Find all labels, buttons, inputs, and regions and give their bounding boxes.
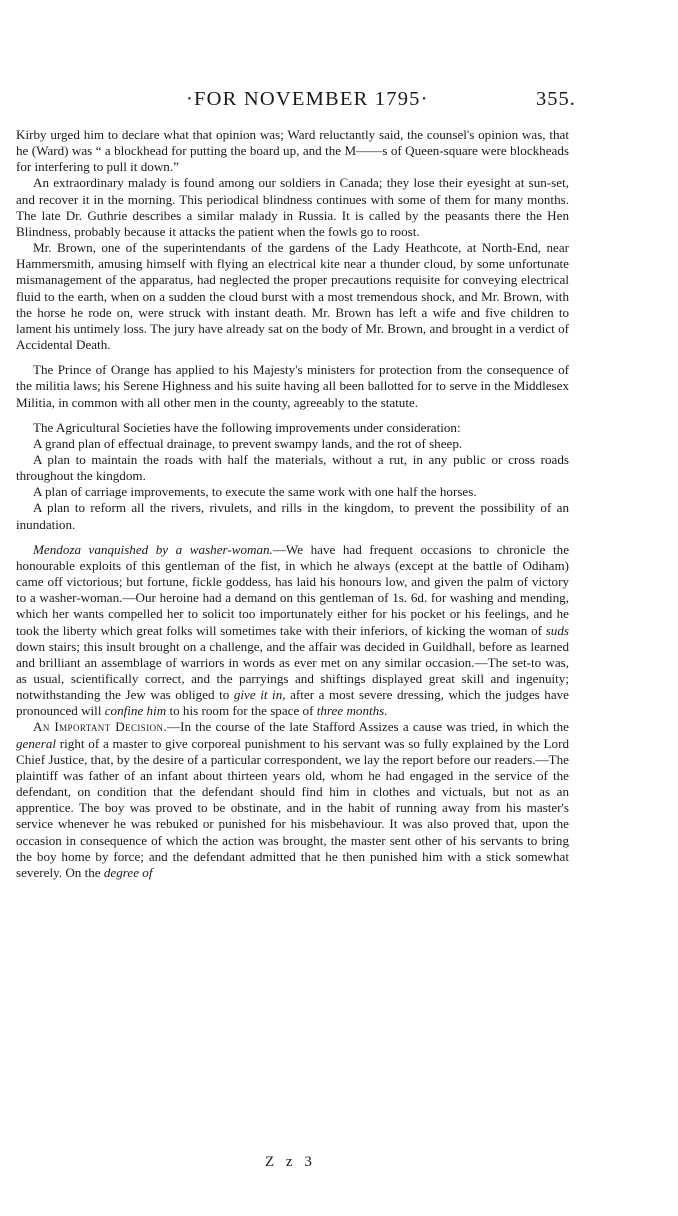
decision-degree-of: degree of [103,864,153,880]
page-number: 355. [536,88,576,110]
improvement-item: A plan of carriage improvements, to execute the same work with one half the horses. [33,484,477,500]
mendoza-suds: suds [545,622,569,638]
decision-general: general [16,735,56,751]
paragraph-important-decision [16,719,569,881]
running-title: ·FOR NOVEMBER 1795· [186,88,429,110]
paragraph-mr-brown-kite: Mr. Brown, one of the superintendants of the gardens of the Lady Heathcote, at North-End, near Hammersmith, amusing himself with flying an electrical kite near a thunder cloud, by some unfortunate mismanagement of the apparatus, had neglected the proper precautions requisite for conveying electrical fluid to the earth, when on a sudden the cloud burst with a most tremendous shock, and Mr. Brown, with the horse he rode on, were struck with instant death. Mr. Brown has left a wife and five children to lament his untimely loss. The jury have already sat on the body of Mr. Brown, and brought in a verdict of Accidental Death. [16,240,569,353]
decision-text-a: —In the course of the late Stafford Assizes a cause was tried, in which the [167,719,569,735]
mendoza-heading: Mendoza vanquished by a washer-woman. [33,541,273,557]
paragraph-kirby-ward: Kirby urged him to declare what that opinion was; Ward reluctantly said, the counsel's opinion was, that he (Ward) was “ a blockhead for putting the board up, and the M——s of Queen-square were blockheads for interfering to pull it down.” [16,127,569,175]
paragraph-agricultural-societies [16,420,569,533]
decision-text-b: right of a master to give corporeal punishment to his servant was so fully explained by the Lord Chief Justice, that, by the desire of a particular correspondent, we lay the report before our readers.—The plaintiff was father of an infant about thirteen years old, whom he had engaged in the service of the defendant, on condition that the defendant should find him in clothes and victuals, but not as an apprentice. The boy was proved to be obstinate, and in the habit of running away from his master's service whenever he was rebuked or punished for his misbehaviour. It was also proved that, upon the occasion in consequence of which the action was brought, the master sent other of his servants to bring the boy home by force; and the defendant admitted that he then punished him with a stick somewhat severely. On the [16,735,569,880]
paragraph-mendoza [16,542,569,720]
mendoza-give-it-in: give it in, [233,687,286,703]
page-header [16,88,576,118]
paragraph-canada-malady: An extraordinary malady is found among our soldiers in Canada; they lose their eyesight at sun-set, and recover it in the morning. This periodical blindness continues with some of them for many months. The late Dr. Guthrie describes a similar malady in Russia. It is called by the peasants there the Hen Blindness, probably because it attacks the patient when the fowls go to roost. [16,175,569,239]
improvement-item: A plan to reform all the rivers, rivulets, and rills in the kingdom, to prevent the possibility of an inundation. [16,500,569,532]
improvement-item: A grand plan of effectual drainage, to prevent swampy lands, and the rot of sheep. [33,435,463,451]
signature-mark: Z z 3 [265,1154,316,1170]
mendoza-text-b: down stairs; this insult brought on a challenge, and the affair was decided in Guildhall, before as learned and brilliant an assemblage of warriors in words as ever met on any similar occasion.—The set-to was, as usual, scientifically correct, and the parryings and shiftings displayed great skill and ingenuity; notwithstanding the Jew was obliged to [16,638,569,703]
agricultural-intro: The Agricultural Societies have the following improvements under consideration: [33,419,461,435]
mendoza-text-a: —We have had frequent occasions to chronicle the honourable exploits of this gentleman of the fist, in which he always (except at the battle of Odiham) came off victorious; but fortune, fickle goddess, has laid his honours low, and given the palm of victory to a washer-woman.—Our heroine had a demand on this gentleman of 1s. 6d. for washing and mending, which her wants compelled her to solicit too importunately either for his pocket or his feelings, and he took the liberty which great folks will sometimes take with their inferiors, of kicking the woman of [16,541,570,638]
mendoza-text-d: to his room for the space of [166,703,317,719]
decision-heading: An Important Decision. [33,719,168,735]
page-body [16,127,569,881]
mendoza-text-c: after a most severe dressing, which the judges have pronounced will [16,687,569,719]
mendoza-confine: confine him [104,703,167,719]
improvement-item: A plan to maintain the roads with half the materials, without a rut, in any public or cross roads throughout the kingdom. [16,451,569,484]
paragraph-prince-of-orange: The Prince of Orange has applied to his Majesty's ministers for protection from the consequence of the militia laws; his Serene Highness and his suite having all been ballotted for to serve in the Middlesex Militia, in common with all other men in the county, agreeably to the statute. [16,362,569,410]
mendoza-three-months: three months. [316,703,388,719]
